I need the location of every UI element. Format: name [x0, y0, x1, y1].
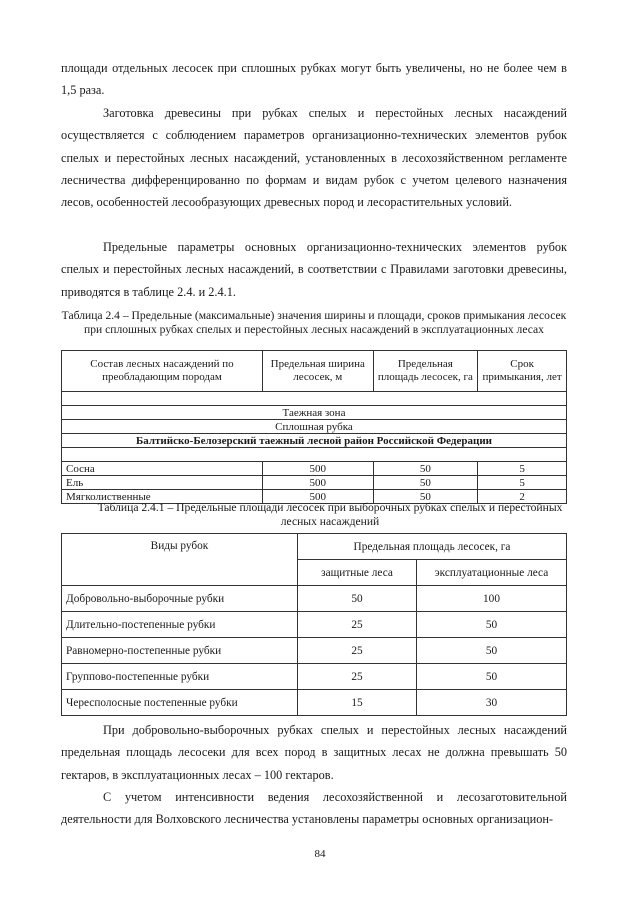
cut-kind-cell: Добровольно-выборочные рубки [62, 586, 298, 612]
paragraph-limits: Предельные параметры основных организационно-технических элементов рубок спелых и перестойных лесных насаждений, в соответствии с Правилами заготовки древесины, приводятся в таблице 2.4. и 2.4.1. [61, 240, 567, 299]
table-header-row [62, 351, 567, 392]
width-cell: 500 [262, 476, 373, 490]
table-row [62, 638, 567, 664]
area-cell: 50 [373, 476, 478, 490]
page-number: 84 [314, 848, 326, 860]
header-area-limit: Предельная площадь лесосек, га [298, 534, 567, 560]
paragraph-intro: площади отдельных лесосек при сплошных рубках могут быть увеличены, но не более чем в 1,5 раза. [61, 61, 567, 98]
exploitation-cell: 50 [417, 664, 567, 690]
spacer-cell [62, 392, 567, 406]
protective-cell: 15 [298, 690, 417, 716]
adjacency-cell: 2 [478, 490, 567, 504]
exploitation-cell: 100 [417, 586, 567, 612]
cut-kind-cell: Равномерно-постепенные рубки [62, 638, 298, 664]
paragraph-selective-limit: При добровольно-выборочных рубках спелых и перестойных лесных насаждений предельная площадь лесосеки для всех пород в защитных лесах не должна превышать 50 гектаров, в эксплуатационных лесах – 100 гектаров. [61, 723, 567, 782]
spacer-cell [62, 448, 567, 462]
width-cell: 500 [262, 490, 373, 504]
table-row [62, 664, 567, 690]
header-composition: Состав лесных насаждений по преобладающим породам [62, 351, 263, 392]
species-cell: Ель [62, 476, 263, 490]
table-row [62, 434, 567, 448]
header-protective: защитные леса [298, 560, 417, 586]
table-row [62, 420, 567, 434]
table2-caption: Таблица 2.4.1 – Предельные площади лесосек при выборочных рубках спелых и перестойных лесных насаждений [97, 501, 563, 528]
protective-cell: 50 [298, 586, 417, 612]
table-row [62, 448, 567, 462]
cut-kind-cell: Группово-постепенные рубки [62, 664, 298, 690]
header-adjacency: Срок примыкания, лет [478, 351, 567, 392]
table-header-row [62, 534, 567, 560]
table-row [62, 612, 567, 638]
exploitation-cell: 50 [417, 638, 567, 664]
table-row [62, 462, 567, 476]
table-row [62, 392, 567, 406]
header-cut-kind: Виды рубок [62, 534, 298, 586]
zone-cell: Таежная зона [62, 406, 567, 420]
table-row [62, 586, 567, 612]
area-cell: 50 [373, 462, 478, 476]
protective-cell: 25 [298, 612, 417, 638]
width-cell: 500 [262, 462, 373, 476]
table-row [62, 406, 567, 420]
table1-caption: Таблица 2.4 – Предельные (максимальные) значения ширины и площади, сроков примыкания лесосек при сплошных рубках спелых и перестойных лесных насаждений в эксплуатационных лесах [61, 309, 567, 336]
cut-kind-cell: Длительно-постепенные рубки [62, 612, 298, 638]
area-cell: 50 [373, 490, 478, 504]
protective-cell: 25 [298, 638, 417, 664]
cut-kind-cell: Чересполосные постепенные рубки [62, 690, 298, 716]
cut-type-cell: Сплошная рубка [62, 420, 567, 434]
species-cell: Мягколиственные [62, 490, 263, 504]
exploitation-cell: 50 [417, 612, 567, 638]
paragraph-intensity: С учетом интенсивности ведения лесохозяйственной и лесозаготовительной деятельности для Волховского лесничества установлены параметры основных организацион- [61, 790, 567, 827]
header-exploitation: эксплуатационные леса [417, 560, 567, 586]
table-row [62, 690, 567, 716]
region-cell: Балтийско-Белозерский таежный лесной район Российской Федерации [62, 434, 567, 448]
species-cell: Сосна [62, 462, 263, 476]
header-area: Предельная площадь лесосек, га [373, 351, 478, 392]
table-row [62, 476, 567, 490]
paragraph-harvesting: Заготовка древесины при рубках спелых и перестойных лесных насаждений осуществляется с соблюдением параметров организационно-технических элементов рубок спелых и перестойных лесных насаждений, установленных в лесохозяйственном регламенте лесничества дифференцированно по формам и видам рубок с учетом целевого назначения лесов, особенностей лесообразующих древесных пород и лесорастительных условий. [61, 106, 567, 210]
adjacency-cell: 5 [478, 462, 567, 476]
table-selective-limits [61, 533, 567, 716]
exploitation-cell: 30 [417, 690, 567, 716]
table-clearcut-limits [61, 350, 567, 504]
adjacency-cell: 5 [478, 476, 567, 490]
protective-cell: 25 [298, 664, 417, 690]
header-width: Предельная ширина лесосек, м [262, 351, 373, 392]
